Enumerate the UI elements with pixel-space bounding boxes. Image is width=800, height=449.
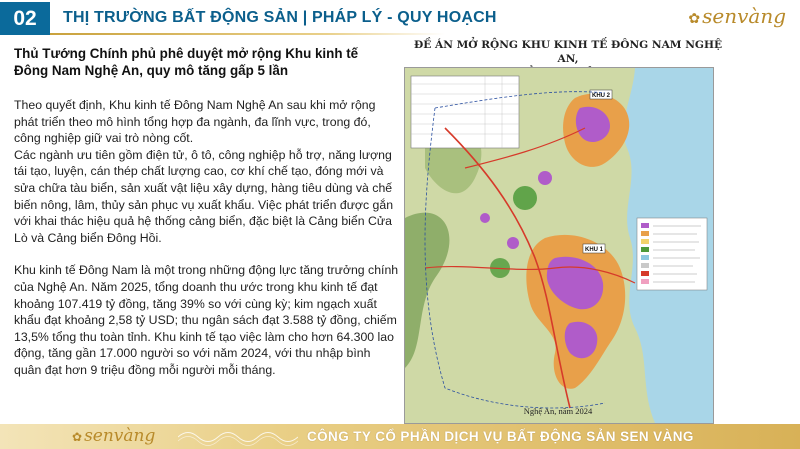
- industrial-site: [480, 213, 490, 223]
- green-area: [513, 186, 537, 210]
- industrial-site: [538, 171, 552, 185]
- article-paragraph: Khu kinh tế Đông Nam là một trong những động lực tăng trưởng chính của Nghệ An. Năm 2025, tổng doanh thu ước trong khu kinh tế đạt khoảng 107.419 tỷ đồng, tăng 39% so với cùng kỳ; kim ngạch xuất khẩu đạt khoảng 2,58 tỷ USD; thu ngân sách đạt 3.588 tỷ đồng, chiếm 13,5% tổng thu toàn tỉnh. Khu kinh tế tạo việc làm cho hơn 64.300 lao động, tăng gần 17.000 người so với năm 2024, với thu nhập bình quân đạt hơn 9 triệu đồng mỗi người mỗi tháng.: [14, 263, 399, 377]
- planning-map-graphic: [405, 68, 713, 423]
- planning-map: [404, 67, 714, 424]
- map-table: [411, 76, 519, 148]
- company-name: CÔNG TY CỔ PHẦN DỊCH VỤ BẤT ĐỘNG SẢN SEN VÀNG: [307, 429, 694, 444]
- zone-2-label: KHU 2: [591, 93, 611, 99]
- header-divider: [50, 33, 445, 35]
- map-title-line: ĐỀ ÁN MỞ RỘNG KHU KINH TẾ ĐÔNG NAM NGHỆ AN,: [413, 39, 723, 65]
- footer: [0, 424, 800, 449]
- article-title: Thủ Tướng Chính phủ phê duyệt mở rộng Khu kinh tế Đông Nam Nghệ An, quy mô tăng gấp 5 lần: [14, 46, 359, 78]
- lotus-icon: ✿: [688, 11, 701, 27]
- article-paragraph: Các ngành ưu tiên gồm điện tử, ô tô, công nghiệp hỗ trợ, năng lượng tái tạo, luyện, cán thép chất lượng cao, cơ khí chế tạo, đóng mới và sửa chữa tàu biển, sản xuất vật liệu xây dựng, hàng tiêu dùng và chế biến nông, lâm, thủy sản phục vụ xuất khẩu. Việc phát triển được gắn với khai thác hiệu quả hệ thống cảng biển, đặc biệt là Cảng biển Cửa Lò và Cảng biển Đông Hồi.: [14, 147, 394, 245]
- decorative-pattern-icon: [178, 428, 298, 446]
- section-title: THỊ TRƯỜNG BẤT ĐỘNG SẢN | PHÁP LÝ - QUY HOẠCH: [63, 9, 497, 26]
- header: [0, 0, 800, 36]
- footer-logo-text: senvàng: [84, 426, 156, 446]
- industrial-site: [507, 237, 519, 249]
- lotus-icon: ✿: [72, 430, 83, 444]
- section-number: 02: [0, 2, 50, 35]
- article-paragraph: Theo quyết định, Khu kinh tế Đông Nam Nghệ An sau khi mở rộng phát triển theo mô hình tổng hợp đa ngành, đa lĩnh vực, trong đó, công nghiệp giữ vai trò nòng cốt.: [14, 98, 376, 146]
- zone-1-label: KHU 1: [584, 247, 604, 253]
- brand-logo: [688, 4, 786, 28]
- article-body: [14, 97, 399, 379]
- footer-logo: [72, 426, 155, 446]
- brand-logo-text: senvàng: [702, 4, 786, 28]
- map-caption: Nghệ An, năm 2024: [523, 406, 593, 416]
